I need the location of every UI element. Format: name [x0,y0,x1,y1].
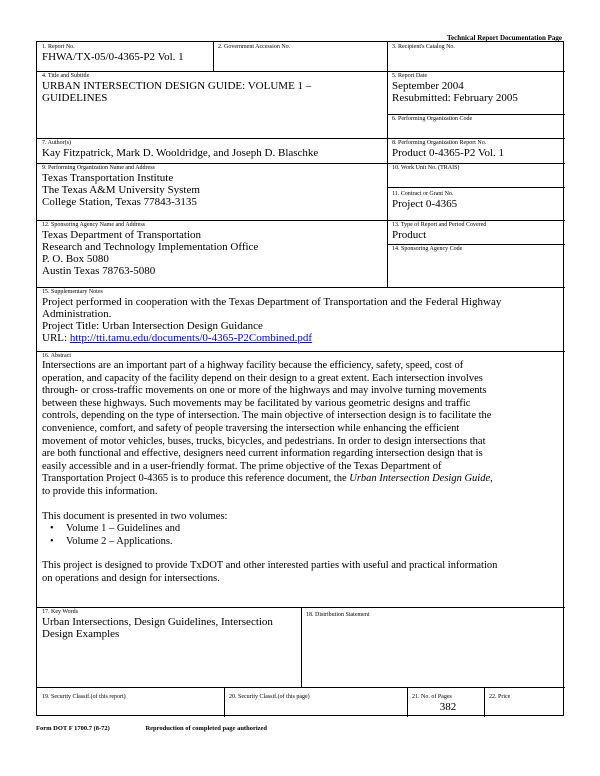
price-label: 22. Price [489,694,511,700]
report-date-line-2: Resubmitted: February 2005 [392,92,518,104]
pages-label: 21. No. of Pages [412,694,452,700]
org-name-line-1: Texas Transportation Institute [42,172,174,184]
guide-title-italic: Urban Intersection Design Guide [349,473,491,485]
report-no-value: FHWA/TX-05/0-4365-P2 Vol. 1 [42,51,184,63]
abstract-para-2: This document is presented in two volumes: [42,510,228,522]
abstract-body [37,360,565,586]
authors-value: Kay Fitzpatrick, Mark D. Wooldridge, and Joseph D. Blaschke [42,147,319,159]
abstract-para-1-last-post: , [490,473,493,485]
org-report-no-label: 8. Performing Organization Report No. [392,140,487,146]
sponsor-cell [37,220,387,287]
abstract-para-3-line-1: This project is designed to provide TxDOT and other interested parties with useful and practical information [42,560,498,572]
key-words-label: 17. Key Words [42,609,78,615]
abstract-para-3 [42,560,559,585]
abstract-para-1-last-pre: Transportation Project 0-4365 is to produce this reference document, the [42,473,350,485]
key-words-cell [37,607,301,687]
security-page-label: 20. Security Classif.(of this page) [229,694,310,700]
report-type-value: Product [392,229,427,241]
security-report-cell [37,687,224,717]
title-line-2: GUIDELINES [42,92,108,104]
abstract-para-1-last-line [42,473,559,486]
key-words-line-2: Design Examples [42,628,120,640]
supplementary-line-2: Administration. [42,308,112,320]
contract-label: 11. Contract or Grant No. [392,191,454,197]
supplementary-label: 15. Supplementary Notes [42,289,103,295]
org-name-cell [37,163,387,220]
abstract-line: controls, depending on the type of intersection. The main objective of intersection design is to facilitate the [42,410,492,422]
title-line-1: URBAN INTERSECTION DESIGN GUIDE: VOLUME 1 – [42,80,312,92]
abstract-para-1 [42,360,559,499]
org-name-label: 9. Performing Organization Name and Address [42,165,155,171]
govt-accession-cell [213,42,387,71]
form-number: Form DOT F 1700.7 (8-72) [36,725,110,732]
abstract-line: through- or cross-traffic movements on one or more of the highways and may involve turning movements [42,385,487,397]
org-code-label: 6. Performing Organization Code [392,116,473,122]
abstract-cell [37,351,565,607]
supplementary-url-line [37,332,565,344]
sponsor-code-label: 14. Sponsoring Agency Code [392,246,463,252]
authors-label: 7. Author(s) [42,140,71,146]
abstract-line: movement of motor vehicles, buses, trucks, bicycles, and pedestrians. In order to design intersections that [42,435,486,447]
recipient-catalog-cell [387,42,565,71]
report-date-line-1: September 2004 [392,80,464,92]
org-report-no-value: Product 0-4365-P2 Vol. 1 [392,147,505,159]
report-no-cell [37,42,213,71]
report-no-label: 1. Report No. [42,44,75,50]
work-unit-label: 10. Work Unit No. (TRAIS) [392,165,460,171]
org-name-line-2: The Texas A&M University System [42,184,200,196]
sponsor-line-1: Texas Department of Transportation [42,229,202,241]
title-label: 4. Title and Subtitle [42,73,90,79]
org-report-no-cell [387,138,565,163]
security-report-label: 19. Security Classif.(of this report) [42,694,126,700]
org-name-line-3: College Station, Texas 77843-3135 [42,196,197,208]
pages-cell [407,687,484,717]
contract-value: Project 0-4365 [392,198,458,210]
distribution-cell [301,607,565,687]
abstract-line: operation, and capacity of the facility depend on their design to a great extent. Each intersection involves [42,372,483,384]
org-code-cell [387,114,565,138]
sponsor-code-cell [387,244,565,287]
report-type-cell [387,220,565,244]
title-cell [37,71,387,138]
abstract-label: 16. Abstract [42,353,71,359]
volumes-list [42,523,559,548]
abstract-para-3-line-2: on operations and design for intersections. [42,572,220,584]
recipient-catalog-label: 3. Recipient's Catalog No. [392,44,455,50]
report-type-label: 13. Type of Report and Period Covered [392,222,487,228]
govt-accession-label: 2. Government Accession No. [218,44,291,50]
list-item: • Volume 2 – Applications. [66,536,559,549]
list-item: • Volume 1 – Guidelines and [66,523,559,536]
report-date-label: 5. Report Date [392,73,428,79]
authors-cell [37,138,387,163]
security-page-cell [224,687,407,717]
abstract-para-1-end: to provide this information. [42,485,158,497]
abstract-line: between these highways. Such movements may be facilitated by various geometric designs and traffic [42,397,471,409]
form-footer [36,725,301,732]
abstract-line: easily accessible and in a user-friendly format. The prime objective of the Texas Department of [42,460,442,472]
report-documentation-form [36,41,564,716]
report-url-link[interactable]: http://tti.tamu.edu/documents/0-4365-P2Combined.pdf [69,332,313,344]
distribution-label: 18. Distribution Statement [306,612,370,618]
abstract-line: convenience, comfort, and safety of people traversing the intersection while enhancing the efficient [42,422,460,434]
url-label: URL: [42,332,70,344]
report-date-cell [387,71,565,114]
abstract-line: are both functional and effective, designers need current information regarding intersection design that is [42,448,483,460]
price-cell [484,687,565,717]
work-unit-cell [387,163,565,187]
sponsor-label: 12. Sponsoring Agency Name and Address [42,222,145,228]
abstract-line: Intersections are an important part of a highway facility because the efficiency, safety, speed, cost of [42,360,464,371]
abstract-para-1-lines [42,360,559,473]
sponsor-line-2: Research and Technology Implementation Office [42,241,259,253]
supplementary-line-1: Project performed in cooperation with the Texas Department of Transportation and the Federal Highway [42,296,502,308]
reproduction-note: Reproduction of completed page authorized [145,725,268,732]
sponsor-line-3: P. O. Box 5080 [42,253,109,265]
contract-cell [387,187,565,220]
supplementary-line-3: Project Title: Urban Intersection Design Guidance [42,320,263,332]
supplementary-notes-cell [37,287,565,351]
key-words-line-1: Urban Intersections, Design Guidelines, Intersection [42,616,273,628]
sponsor-line-4: Austin Texas 78763-5080 [42,265,156,277]
pages-value: 382 [439,701,457,713]
page-header-title: Technical Report Documentation Page [446,34,562,42]
